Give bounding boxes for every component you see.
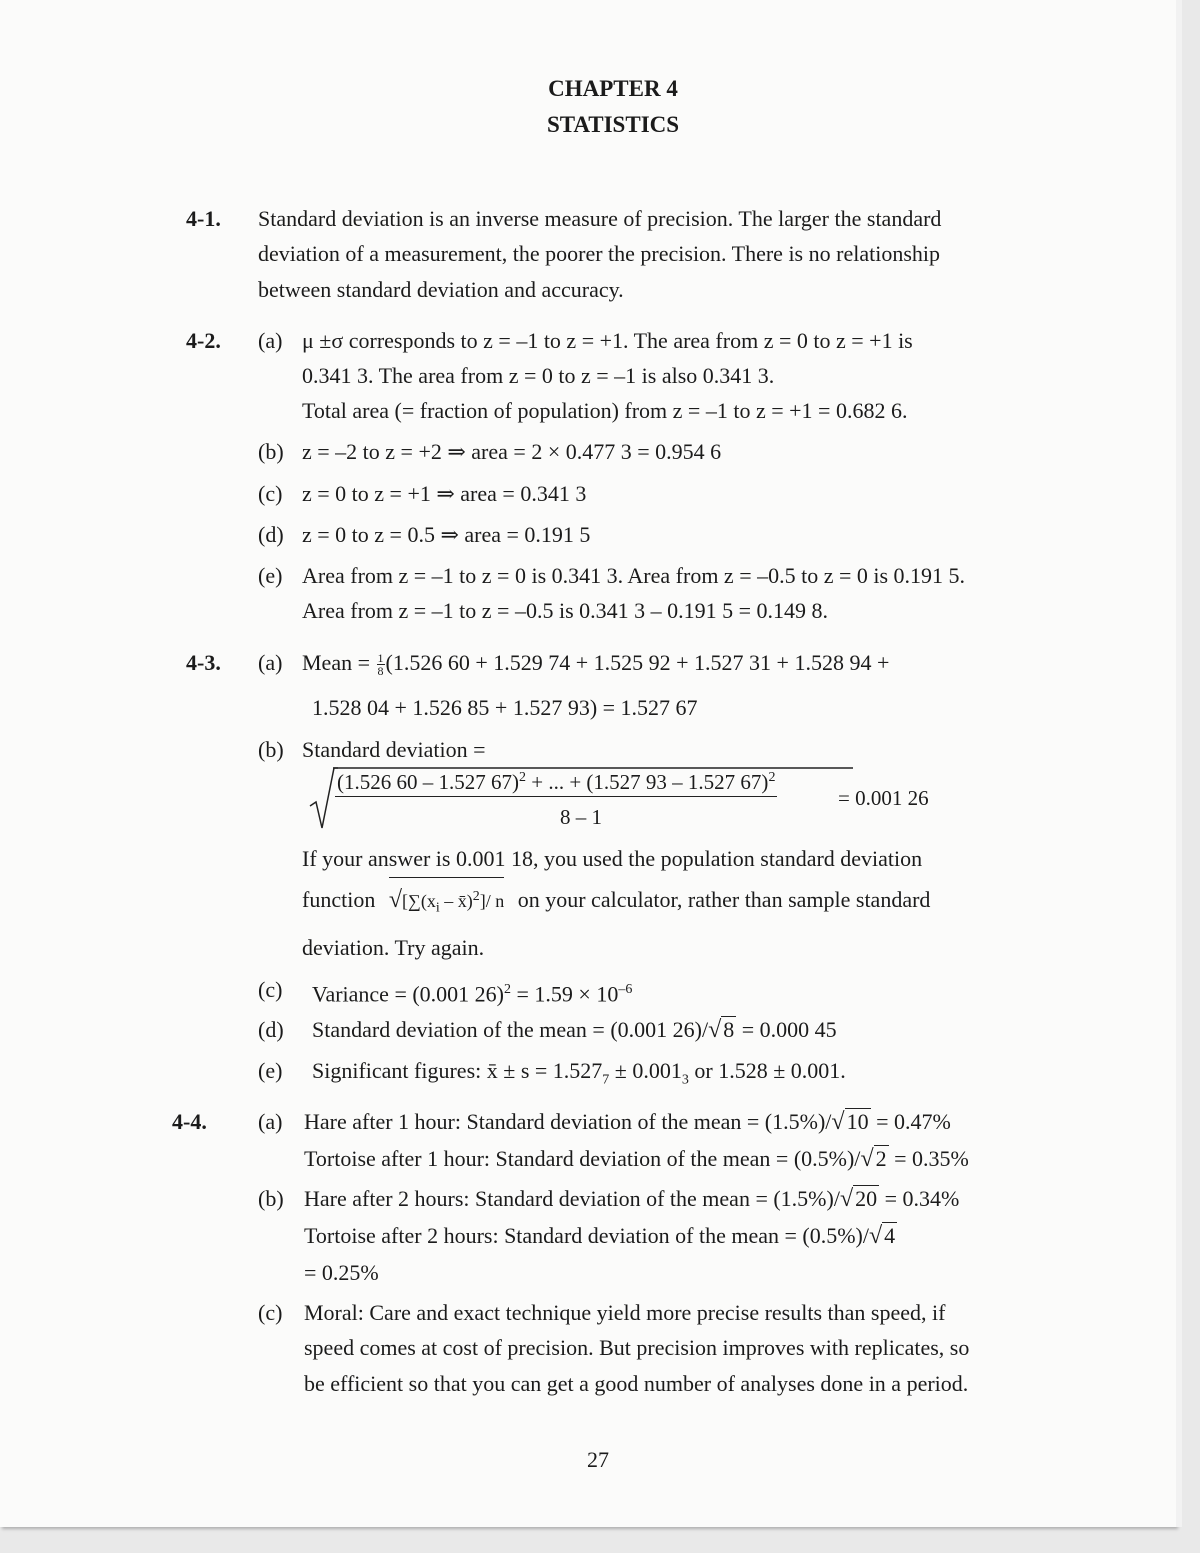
part-label: (c) — [258, 1300, 283, 1325]
paragraph-line: deviation of a measurement, the poorer the precision. There is no relationship — [258, 241, 940, 266]
paragraph-line: Hare after 2 hours: Standard deviation of the mean = (1.5%)/√20 = 0.34% — [304, 1186, 960, 1212]
mean-equation — [302, 645, 889, 680]
part-label: (a) — [258, 328, 283, 353]
function-label: function — [302, 887, 376, 912]
sd-mean-line: Standard deviation of the mean = (0.001 26)/√8 = 0.000 45 — [312, 1017, 837, 1043]
paragraph-line: Hare after 1 hour: Standard deviation of the mean = (1.5%)/√10 = 0.47% — [304, 1109, 951, 1135]
formula-denominator: 8 – 1 — [560, 805, 602, 829]
sig-fig-line: Significant figures: x̄ ± $s = 1.527_7 \pm 0.001_3$ or 1.528 ± 0.001. — [312, 1058, 846, 1088]
chapter-subtitle: STATISTICS — [546, 112, 680, 137]
mean-label: Mean = — [302, 650, 370, 675]
std-dev-formula — [308, 762, 948, 842]
problem-number: 4-1. — [186, 206, 221, 231]
population-sd-formula: $√[\sum(x_i$ – x̄)$^2$]/ n — [389, 877, 504, 926]
part-label: (c) — [258, 481, 283, 506]
part-label: (d) — [258, 1017, 284, 1042]
paragraph-line: be efficient so that you can get a good number of analyses done in a period. — [304, 1371, 969, 1396]
paragraph-line: deviation. Try again. — [302, 935, 485, 960]
paragraph-line: Tortoise after 2 hours: Standard deviation of the mean = (0.5%)/√4 — [304, 1223, 896, 1249]
formula-result: = 0.001 26 — [838, 786, 929, 810]
paragraph-line: μ ±σ corresponds to z = –1 to z = +1. The area from z = 0 to z = +1 is — [302, 328, 913, 353]
paragraph-line: z = –2 to z = +2 ⇒ area = 2 × 0.477 3 = 0.954 6 — [302, 439, 722, 464]
paragraph-line — [302, 877, 930, 926]
paragraph-line: Area from z = –1 to z = 0 is 0.341 3. Area from z = –0.5 to z = 0 is 0.191 5. — [302, 563, 966, 588]
paragraph-line: = 0.25% — [304, 1260, 379, 1285]
part-label: (e) — [258, 563, 283, 588]
paragraph-line: speed comes at cost of precision. But precision improves with replicates, so — [304, 1335, 970, 1360]
formula-numerator: (1.526 60 – 1.527 67)$^2$ + ... + (1.527 93 – 1.527 67)$^2$ — [335, 770, 777, 797]
part-label: (b) — [258, 1186, 284, 1211]
function-note: on your calculator, rather than sample standard — [517, 887, 931, 912]
mean-sum: (1.526 60 + 1.529 74 + 1.525 92 + 1.527 31 + 1.528 94 + — [385, 650, 890, 675]
paragraph-line: 1.528 04 + 1.526 85 + 1.527 93) = 1.527 67 — [312, 695, 698, 720]
problem-number: 4-3. — [186, 650, 221, 675]
part-label: (a) — [258, 650, 283, 675]
paragraph-line: Standard deviation = — [302, 737, 486, 762]
paragraph-line: Standard deviation is an inverse measure of precision. The larger the standard — [258, 206, 942, 231]
paragraph-line: 0.341 3. The area from z = 0 to z = –1 is also 0.341 3. — [302, 363, 775, 388]
part-label: (e) — [258, 1058, 283, 1083]
paragraph-line: Moral: Care and exact technique yield more precise results than speed, if — [304, 1300, 946, 1325]
fraction-one-eighth: $\frac{1}{8}$ — [377, 651, 384, 679]
paragraph-line: If your answer is 0.001 18, you used the population standard deviation — [302, 846, 923, 871]
paragraph-line: Area from z = –1 to z = –0.5 is 0.341 3 – 0.191 5 = 0.149 8. — [302, 598, 829, 623]
part-label: (c) — [258, 977, 283, 1002]
paragraph-line: between standard deviation and accuracy. — [258, 277, 624, 302]
part-label: (d) — [258, 522, 284, 547]
paragraph-line: Total area (= fraction of population) from z = –1 to z = +1 = 0.682 6. — [302, 398, 908, 423]
chapter-title: CHAPTER 4 — [548, 76, 678, 101]
square-root-symbol — [308, 762, 338, 832]
part-label: (a) — [258, 1109, 283, 1134]
part-label: (b) — [258, 439, 284, 464]
page-number: 27 — [587, 1447, 609, 1472]
variance-line: Variance = (0.001 $26)^2 = 1.59 \times 10^{-6}$ — [312, 981, 633, 1007]
page-edge — [1176, 0, 1182, 1527]
paragraph-line: Tortoise after 1 hour: Standard deviation of the mean = (0.5%)/√2 = 0.35% — [304, 1146, 969, 1172]
problem-number: 4-4. — [172, 1109, 207, 1134]
problem-number: 4-2. — [186, 328, 221, 353]
paragraph-line: z = 0 to z = 0.5 ⇒ area = 0.191 5 — [302, 522, 591, 547]
part-label: (b) — [258, 737, 284, 762]
paragraph-line: z = 0 to z = +1 ⇒ area = 0.341 3 — [302, 481, 587, 506]
